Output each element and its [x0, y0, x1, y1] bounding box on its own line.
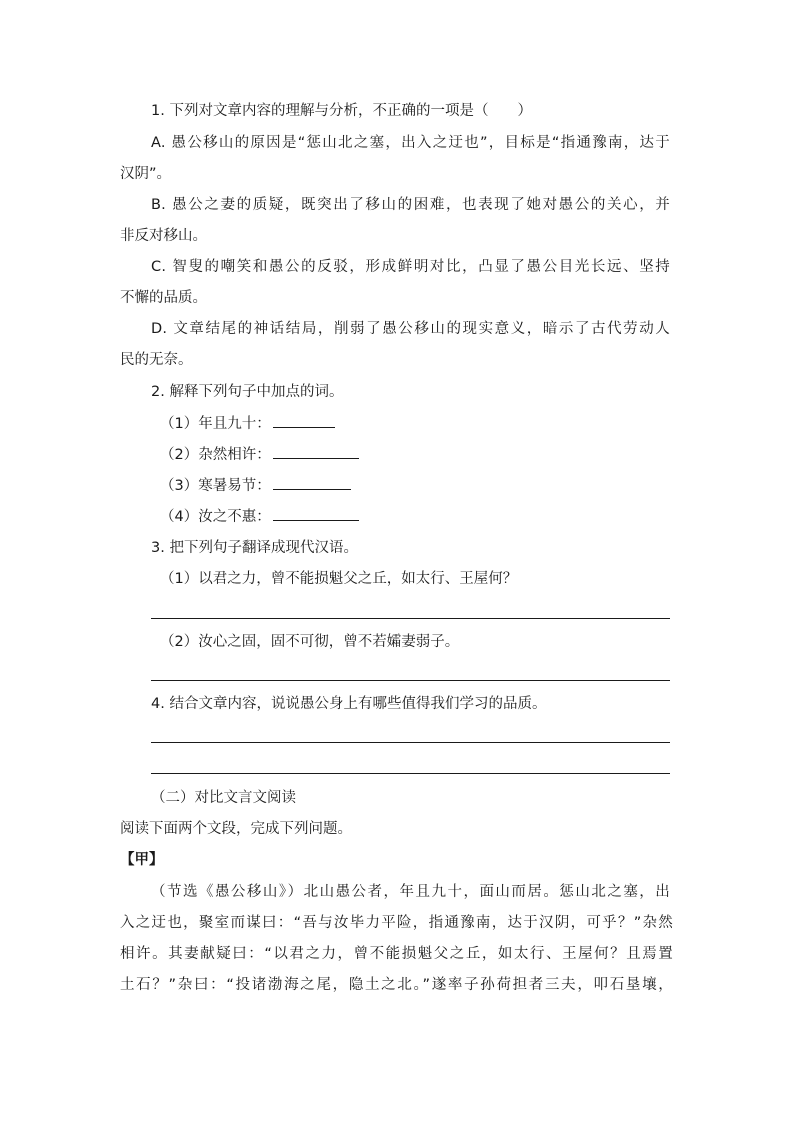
question-3-stem: 3. 把下列句子翻译成现代汉语。	[151, 540, 358, 556]
passage-line-3: 相许。其妻献疑曰：“以君之力，曾不能损魁父之丘，如太行、王屋何？且焉置	[120, 946, 673, 962]
passage-jia-label: 【甲】	[120, 852, 164, 868]
q1-option-d-line2: 民的无奈。	[120, 352, 193, 368]
q2-item-3	[160, 475, 351, 496]
q1-option-b-line1: B. 愚公之妻的质疑，既突出了移山的困难，也表现了她对愚公的关心，并	[151, 197, 670, 213]
answer-blank[interactable]	[273, 506, 359, 521]
q2-item-1-label: （1）年且九十：	[160, 416, 271, 432]
answer-line[interactable]	[151, 742, 670, 743]
q1-option-d-line1: D. 文章结尾的神话结局，削弱了愚公移山的现实意义，暗示了古代劳动人	[151, 321, 670, 337]
question-1-stem: 1. 下列对文章内容的理解与分析，不正确的一项是（ ）	[151, 103, 532, 119]
q1-option-c-line1: C. 智叟的嘲笑和愚公的反驳，形成鲜明对比，凸显了愚公目光长远、坚持	[151, 259, 670, 275]
q2-item-1	[160, 413, 335, 434]
q3-item-1: （1）以君之力，曾不能损魁父之丘，如太行、王屋何？	[160, 571, 518, 587]
answer-blank[interactable]	[273, 444, 359, 459]
q3-item-2: （2）汝心之固，固不可彻，曾不若孀妻弱子。	[160, 634, 460, 650]
section-2-instruction: 阅读下面两个文段，完成下列问题。	[120, 821, 352, 837]
q2-item-2	[160, 444, 359, 465]
q1-option-a-line2: 汉阴”。	[120, 166, 172, 182]
q2-item-2-label: （2）杂然相许：	[160, 447, 271, 463]
passage-line-2: 入之迂也，聚室而谋曰：“吾与汝毕力平险，指通豫南，达于汉阴，可乎？”杂然	[120, 915, 673, 931]
q2-item-4	[160, 506, 359, 527]
section-2-heading: （二）对比文言文阅读	[151, 790, 296, 806]
q1-option-b-line2: 非反对移山。	[120, 228, 207, 244]
answer-line[interactable]	[151, 618, 670, 619]
question-4-stem: 4. 结合文章内容，说说愚公身上有哪些值得我们学习的品质。	[151, 696, 547, 712]
answer-blank[interactable]	[273, 475, 351, 490]
q2-item-3-label: （3）寒暑易节：	[160, 478, 271, 494]
question-2-stem: 2. 解释下列句子中加点的词。	[151, 384, 344, 400]
q1-option-c-line2: 不懈的品质。	[120, 290, 207, 306]
q1-option-a-line1: A. 愚公移山的原因是“惩山北之塞，出入之迂也”，目标是“指通豫南，达于	[151, 135, 670, 151]
answer-line[interactable]	[151, 773, 670, 774]
answer-line[interactable]	[151, 680, 670, 681]
q2-item-4-label: （4）汝之不惠：	[160, 509, 271, 525]
answer-blank[interactable]	[273, 413, 335, 428]
passage-line-1: （节选《愚公移山》）北山愚公者，年且九十，面山而居。惩山北之塞，出	[151, 884, 670, 900]
passage-line-4: 土石？”杂曰：“投诸渤海之尾，隐土之北。”遂率子孙荷担者三夫，叩石垦壤，	[120, 977, 673, 993]
